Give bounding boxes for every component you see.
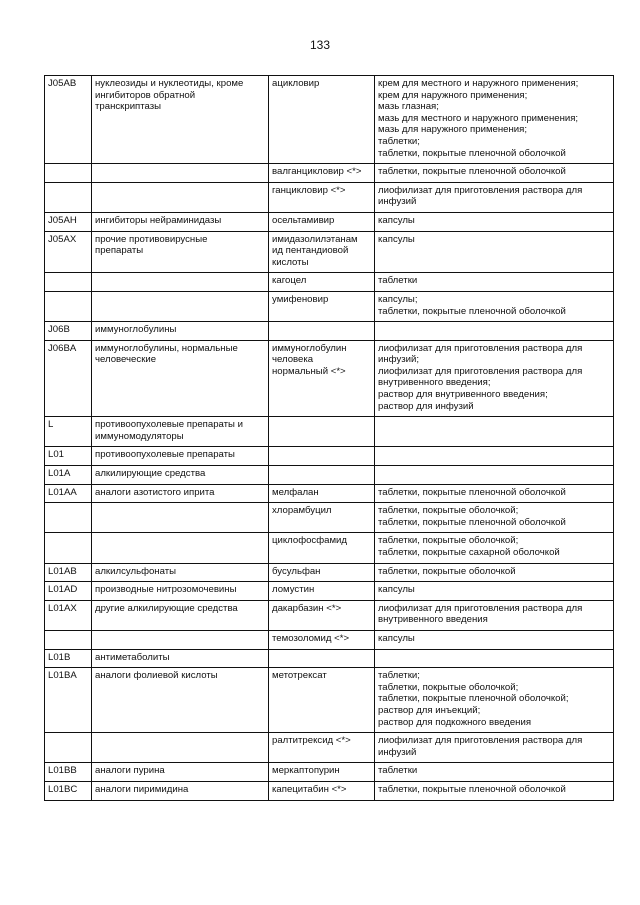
drug-name-line: меркаптопурин xyxy=(272,765,340,777)
drug-name-line: человека xyxy=(272,354,314,366)
drug-name-line: ацикловир xyxy=(272,78,320,89)
group-line: противоопухолевые препараты и xyxy=(95,419,243,431)
table-row xyxy=(45,733,614,763)
dosage-form-line: мазь для наружного применения; xyxy=(378,124,528,136)
dosage-form-line: лиофилизат для приготовления раствора для xyxy=(378,342,583,354)
dosage-form-line: внутривенного введения xyxy=(378,614,488,626)
drug-name-line: кагоцел xyxy=(272,275,307,287)
dosage-form-line: внутривенного введения; xyxy=(378,377,491,389)
drug-name-cell xyxy=(269,733,375,763)
dosage-form-cell xyxy=(375,563,614,582)
drug-name-cell xyxy=(269,182,375,212)
group-cell xyxy=(92,231,269,273)
dosage-form-line: таблетки, покрытые оболочкой; xyxy=(378,505,519,517)
table-row xyxy=(45,291,614,321)
group-line: ингибиторы нейраминидазы xyxy=(95,214,222,226)
group-line: алкилсульфонаты xyxy=(95,565,177,577)
group-cell xyxy=(92,273,269,292)
atc-code-cell: L01BC xyxy=(45,781,92,800)
dosage-form-cell xyxy=(375,291,614,321)
dosage-form-cell xyxy=(375,212,614,231)
group-line: иммуномодуляторы xyxy=(95,430,184,442)
dosage-form-line: капсулы xyxy=(378,584,415,596)
group-line: алкилирующие средства xyxy=(95,468,206,480)
drug-name-line: мелфалан xyxy=(272,486,319,498)
group-cell xyxy=(92,466,269,485)
table-row xyxy=(45,466,614,485)
dosage-form-cell xyxy=(375,503,614,533)
dosage-form-line: таблетки; xyxy=(378,135,420,147)
drug-name-cell xyxy=(269,781,375,800)
dosage-form-line: лиофилизат для приготовления раствора для xyxy=(378,184,583,196)
group-line: противоопухолевые препараты xyxy=(95,449,235,461)
atc-code-cell: L01BA xyxy=(45,668,92,733)
atc-code-cell: J06BA xyxy=(45,340,92,417)
dosage-form-line: таблетки, покрытые пленочной оболочкой xyxy=(378,147,566,159)
dosage-form-line: таблетки; xyxy=(378,670,420,682)
table-row xyxy=(45,668,614,733)
group-line: аналоги пурина xyxy=(95,765,165,777)
dosage-form-line: капсулы xyxy=(378,632,415,644)
dosage-form-line: капсулы xyxy=(378,233,415,245)
drug-name-cell xyxy=(269,322,375,341)
table-row xyxy=(45,340,614,417)
group-cell xyxy=(92,781,269,800)
dosage-form-line: капсулы; xyxy=(378,293,418,305)
drug-name-line: иммуноглобулин xyxy=(272,342,347,354)
drug-name-line: кислоты xyxy=(272,256,309,268)
drug-name-line: осельтамивир xyxy=(272,214,335,226)
drug-name-cell xyxy=(269,503,375,533)
table-row xyxy=(45,322,614,341)
atc-code-cell: L01 xyxy=(45,447,92,466)
drug-name-line: ломустин xyxy=(272,584,315,596)
dosage-form-cell xyxy=(375,231,614,273)
group-line: иммуноглобулины, нормальные xyxy=(95,342,238,354)
table-row xyxy=(45,533,614,563)
atc-code-cell: L01AA xyxy=(45,484,92,503)
group-cell xyxy=(92,291,269,321)
atc-code-cell xyxy=(45,182,92,212)
dosage-form-cell xyxy=(375,484,614,503)
drug-name-line: хлорамбуцил xyxy=(272,505,332,517)
group-line: транскриптазы xyxy=(95,101,162,113)
drug-name-cell xyxy=(269,668,375,733)
dosage-form-line: таблетки, покрытые пленочной оболочкой xyxy=(378,783,566,795)
group-cell xyxy=(92,668,269,733)
dosage-form-cell xyxy=(375,417,614,447)
dosage-form-cell xyxy=(375,182,614,212)
group-cell xyxy=(92,503,269,533)
group-cell xyxy=(92,182,269,212)
dosage-form-cell xyxy=(375,164,614,183)
dosage-form-line: таблетки, покрытые сахарной оболочкой xyxy=(378,547,560,558)
dosage-form-cell xyxy=(375,649,614,668)
dosage-form-cell xyxy=(375,273,614,292)
dosage-form-line: раствор для инфузий xyxy=(378,400,474,412)
atc-code-cell: L01AX xyxy=(45,600,92,630)
group-cell xyxy=(92,763,269,782)
dosage-form-line: лиофилизат для приготовления раствора для xyxy=(378,602,583,614)
drug-name-line: метотрексат xyxy=(272,670,327,682)
atc-code-cell: J06B xyxy=(45,322,92,341)
dosage-form-line: таблетки, покрытые оболочкой xyxy=(378,565,516,577)
atc-code-cell xyxy=(45,630,92,649)
drug-name-line: валганцикловир <*> xyxy=(272,166,362,178)
drug-name-cell xyxy=(269,291,375,321)
group-cell xyxy=(92,76,269,164)
dosage-form-line: мазь для местного и наружного применения; xyxy=(378,112,579,124)
group-cell xyxy=(92,533,269,563)
group-line: аналоги азотистого иприта xyxy=(95,486,215,498)
drug-name-line: ралтитрексид <*> xyxy=(272,735,351,747)
drug-name-line: ид пентандиовой xyxy=(272,245,349,257)
drug-name-cell xyxy=(269,763,375,782)
group-line: препараты xyxy=(95,245,144,257)
dosage-form-line: инфузий xyxy=(378,746,417,758)
drug-name-cell xyxy=(269,484,375,503)
atc-code-cell xyxy=(45,503,92,533)
drug-name-line: имидазолилэтанам xyxy=(272,233,358,245)
atc-code-cell xyxy=(45,533,92,563)
atc-code-cell xyxy=(45,273,92,292)
group-line: антиметаболиты xyxy=(95,651,170,663)
atc-code-cell: L01A xyxy=(45,466,92,485)
drug-table xyxy=(44,75,614,801)
atc-code-cell xyxy=(45,164,92,183)
dosage-form-line: лиофилизат для приготовления раствора для xyxy=(378,735,583,747)
dosage-form-line: таблетки, покрытые оболочкой; xyxy=(378,681,519,693)
dosage-form-line: мазь глазная; xyxy=(378,101,439,113)
table-row xyxy=(45,582,614,601)
atc-code-cell: J05AB xyxy=(45,76,92,164)
drug-name-line: бусульфан xyxy=(272,565,321,577)
drug-name-cell xyxy=(269,273,375,292)
dosage-form-cell xyxy=(375,781,614,800)
table-row xyxy=(45,600,614,630)
dosage-form-line: таблетки xyxy=(378,765,418,777)
table-row xyxy=(45,484,614,503)
dosage-form-cell xyxy=(375,466,614,485)
dosage-form-line: инфузий xyxy=(378,196,417,208)
table-row xyxy=(45,273,614,292)
atc-code-cell: L01B xyxy=(45,649,92,668)
drug-name-cell xyxy=(269,76,375,164)
group-cell xyxy=(92,563,269,582)
dosage-form-line: таблетки, покрытые пленочной оболочкой; xyxy=(378,693,569,705)
table-row xyxy=(45,649,614,668)
dosage-form-line: лиофилизат для приготовления раствора для xyxy=(378,365,583,377)
drug-name-cell xyxy=(269,417,375,447)
table-row xyxy=(45,164,614,183)
group-cell xyxy=(92,484,269,503)
dosage-form-cell xyxy=(375,533,614,563)
table-row xyxy=(45,503,614,533)
table-row xyxy=(45,231,614,273)
page-number: 133 xyxy=(309,38,331,52)
group-cell xyxy=(92,164,269,183)
dosage-form-line: таблетки, покрытые пленочной оболочкой xyxy=(378,486,566,498)
dosage-form-line: таблетки, покрытые пленочной оболочкой xyxy=(378,166,566,178)
drug-name-line: темозоломид <*> xyxy=(272,632,350,644)
group-line: аналоги пиримидина xyxy=(95,783,189,795)
dosage-form-line: таблетки, покрытые оболочкой; xyxy=(378,535,519,547)
table-body xyxy=(45,76,614,801)
group-cell xyxy=(92,630,269,649)
drug-name-line: циклофосфамид xyxy=(272,535,348,547)
drug-name-cell xyxy=(269,600,375,630)
atc-code-cell: L01AD xyxy=(45,582,92,601)
dosage-form-line: капсулы xyxy=(378,214,415,226)
dosage-form-cell xyxy=(375,600,614,630)
group-line: ингибиторов обратной xyxy=(95,89,196,101)
drug-name-cell xyxy=(269,340,375,417)
table-row xyxy=(45,417,614,447)
drug-name-line: нормальный <*> xyxy=(272,365,346,377)
drug-name-line: дакарбазин <*> xyxy=(272,602,342,614)
drug-name-cell xyxy=(269,447,375,466)
dosage-form-line: таблетки, покрытые пленочной оболочкой xyxy=(378,516,566,528)
dosage-form-cell xyxy=(375,340,614,417)
group-line: аналоги фолиевой кислоты xyxy=(95,670,218,682)
drug-name-cell xyxy=(269,212,375,231)
dosage-form-line: инфузий; xyxy=(378,354,420,366)
group-cell xyxy=(92,733,269,763)
table-row xyxy=(45,630,614,649)
group-line: человеческие xyxy=(95,354,157,366)
group-cell xyxy=(92,212,269,231)
dosage-form-cell xyxy=(375,322,614,341)
group-cell xyxy=(92,340,269,417)
drug-name-cell xyxy=(269,563,375,582)
drug-name-line: умифеновир xyxy=(272,293,329,305)
table-row xyxy=(45,563,614,582)
dosage-form-cell xyxy=(375,733,614,763)
atc-code-cell: L xyxy=(45,417,92,447)
table-row xyxy=(45,781,614,800)
drug-name-line: капецитабин <*> xyxy=(272,783,347,795)
dosage-form-line: раствор для инъекций; xyxy=(378,704,481,716)
dosage-form-cell xyxy=(375,630,614,649)
dosage-form-cell xyxy=(375,447,614,466)
drug-name-cell xyxy=(269,630,375,649)
group-cell xyxy=(92,417,269,447)
atc-code-cell: J05AX xyxy=(45,231,92,273)
dosage-form-line: раствор для внутривенного введения; xyxy=(378,389,548,401)
drug-name-cell xyxy=(269,649,375,668)
drug-name-cell xyxy=(269,231,375,273)
group-line: производные нитрозомочевины xyxy=(95,584,237,596)
dosage-form-cell xyxy=(375,668,614,733)
group-cell xyxy=(92,582,269,601)
table-row xyxy=(45,182,614,212)
group-cell xyxy=(92,649,269,668)
drug-name-cell xyxy=(269,466,375,485)
drug-name-cell xyxy=(269,533,375,563)
group-line: иммуноглобулины xyxy=(95,324,177,336)
dosage-form-cell xyxy=(375,763,614,782)
dosage-form-line: крем для наружного применения; xyxy=(378,89,528,101)
atc-code-cell: L01BB xyxy=(45,763,92,782)
atc-code-cell xyxy=(45,733,92,763)
dosage-form-line: раствор для подкожного введения xyxy=(378,716,532,728)
table-row xyxy=(45,447,614,466)
group-cell xyxy=(92,600,269,630)
table-row xyxy=(45,76,614,164)
drug-name-line: ганцикловир <*> xyxy=(272,184,346,196)
table-row xyxy=(45,212,614,231)
group-line: нуклеозиды и нуклеотиды, кроме xyxy=(95,78,244,89)
drug-name-cell xyxy=(269,164,375,183)
group-line: прочие противовирусные xyxy=(95,233,208,245)
dosage-form-line: крем для местного и наружного применения; xyxy=(378,78,579,89)
atc-code-cell: L01AB xyxy=(45,563,92,582)
group-line: другие алкилирующие средства xyxy=(95,602,238,614)
table-row xyxy=(45,763,614,782)
dosage-form-cell xyxy=(375,582,614,601)
atc-code-cell: J05AH xyxy=(45,212,92,231)
dosage-form-line: таблетки xyxy=(378,275,418,287)
dosage-form-cell xyxy=(375,76,614,164)
drug-name-cell xyxy=(269,582,375,601)
group-cell xyxy=(92,322,269,341)
group-cell xyxy=(92,447,269,466)
atc-code-cell xyxy=(45,291,92,321)
dosage-form-line: таблетки, покрытые пленочной оболочкой xyxy=(378,305,566,317)
